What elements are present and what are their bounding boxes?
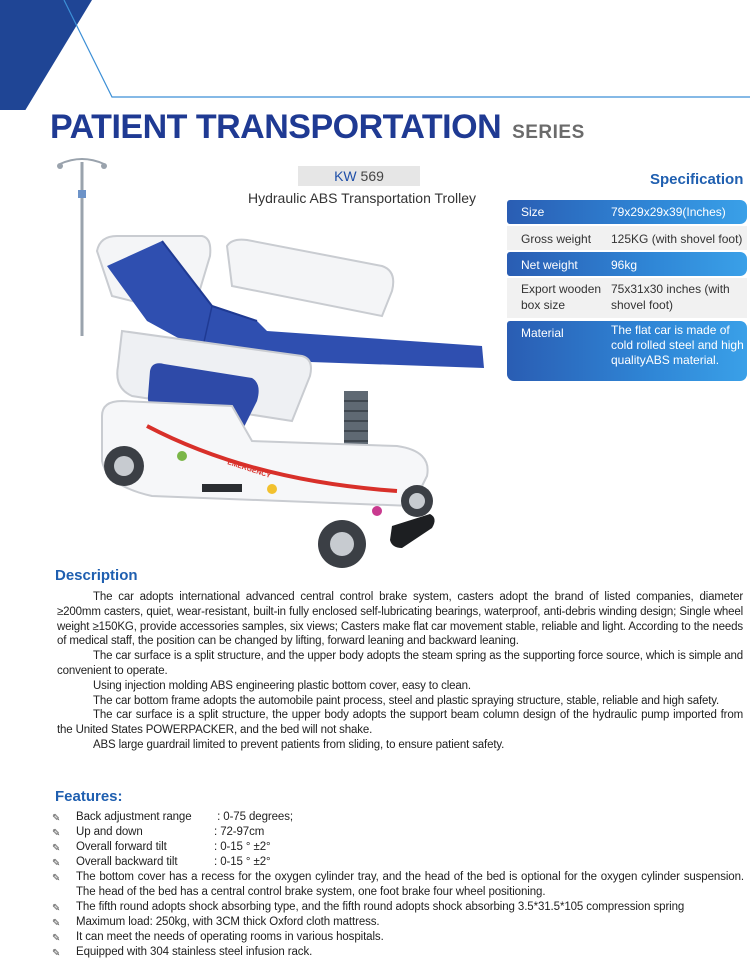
feature-spec-item xyxy=(52,855,744,870)
model-prefix: KW xyxy=(334,168,357,184)
trolley-image xyxy=(52,156,492,574)
specification-heading: Specification xyxy=(650,171,744,188)
corner-triangle xyxy=(0,0,92,110)
pencil-bullet-icon: ✎ xyxy=(52,813,61,824)
feature-item xyxy=(52,870,744,900)
pencil-bullet-icon: ✎ xyxy=(52,903,61,914)
feature-label: Back adjustment range xyxy=(76,811,192,823)
pencil-bullet-icon: ✎ xyxy=(52,948,61,959)
feature-text: It can meet the needs of operating rooms in various hospitals. xyxy=(76,931,384,943)
spec-row-material xyxy=(507,321,747,381)
spec-label: Size xyxy=(521,205,545,219)
features-heading: Features: xyxy=(55,788,123,805)
spec-label: Gross weight xyxy=(521,232,592,246)
title-main: PATIENT TRANSPORTATION xyxy=(50,108,502,146)
feature-spec-item xyxy=(52,840,744,855)
pencil-bullet-icon: ✎ xyxy=(52,918,61,929)
feature-text: The bottom cover has a recess for the oxygen cylinder tray, and the head of the bed is optional for the oxygen cylinder suspension. The head of the bed has a central control brake system, one foot brake four wheel positioning. xyxy=(76,871,744,898)
spec-label: Net weight xyxy=(521,258,578,272)
description-paragraph: The car adopts international advanced central control brake system, casters adopt the brand of listed companies, diameter ≥200mm casters, quiet, wear-resistant, built-in fully enclosed self-lubricating bearings, waterproof, anti-debris winding design; Single wheel weight ≥150KG, provide accessories samples, six views; Casters make flat car movement stable, reliable and light. According to the needs of medical staff, the position can be changed by lifting, forward leaning and backward leaning. xyxy=(57,591,743,648)
description-paragraph: The car bottom frame adopts the automobile paint process, steel and plastic spraying structure, stable, reliable and high safety. xyxy=(93,694,720,707)
model-number-box xyxy=(298,166,420,186)
feature-item xyxy=(52,930,744,945)
description-heading: Description xyxy=(55,567,138,584)
header-line xyxy=(64,0,750,97)
description-paragraph: The car surface is a split structure, and the upper body adopts the steam spring as the supporting force source, which is simple and convenient to operate. xyxy=(57,650,743,677)
features-list xyxy=(52,810,744,960)
feature-label: Overall backward tilt xyxy=(76,856,178,868)
feature-label: Overall forward tilt xyxy=(76,841,167,853)
feature-value: : 0-15 ° ±2° xyxy=(214,856,271,868)
header-decoration xyxy=(0,0,750,110)
feature-label: Up and down xyxy=(76,826,143,838)
spec-row-export-box-size xyxy=(507,278,747,318)
spec-value: The flat car is made of cold rolled steel and high qualityABS material. xyxy=(611,323,744,367)
description-paragraph: ABS large guardrail limited to prevent patients from sliding, to ensure patient safety. xyxy=(93,738,505,751)
spec-label: Material xyxy=(521,326,564,340)
spec-value: 75x31x30 inches (with shovel foot) xyxy=(611,282,730,312)
spec-row-gross-weight xyxy=(507,226,747,250)
pencil-bullet-icon: ✎ xyxy=(52,828,61,839)
description-paragraph: The car surface is a split structure, the upper body adopts the support beam column design of the hydraulic pump imported from the United States POWERPACKER, and the bed will not shake. xyxy=(57,709,743,737)
feature-text: Maximum load: 250kg, with 3CM thick Oxford cloth mattress. xyxy=(76,916,380,928)
feature-value: : 72-97cm xyxy=(214,826,265,838)
pencil-bullet-icon: ✎ xyxy=(52,858,61,869)
spec-value: 79x29x29x39(Inches) xyxy=(611,205,726,219)
feature-text: The fifth round adopts shock absorbing type, and the fifth round adopts shock absorbing 3.5*31.5*105 compression spring xyxy=(76,901,685,913)
description-body xyxy=(57,590,743,753)
product-name: Hydraulic ABS Transportation Trolley xyxy=(248,190,476,206)
feature-value: : 0-75 degrees; xyxy=(214,811,293,823)
title-suffix: SERIES xyxy=(512,122,585,143)
spec-value: 125KG (with shovel foot) xyxy=(611,232,743,246)
feature-item xyxy=(52,900,744,915)
spec-label: Export wooden box size xyxy=(521,282,602,312)
pencil-bullet-icon: ✎ xyxy=(52,873,61,884)
model-number: 569 xyxy=(360,168,384,184)
feature-value: : 0-15 ° ±2° xyxy=(214,841,271,853)
pencil-bullet-icon: ✎ xyxy=(52,933,61,944)
svg-text:EMERGENCY: EMERGENCY xyxy=(226,459,272,480)
feature-text: Equipped with 304 stainless steel infusion rack. xyxy=(76,946,313,958)
spec-row-net-weight xyxy=(507,252,747,276)
spec-value: 96kg xyxy=(611,258,638,272)
description-paragraph: Using injection molding ABS engineering plastic bottom cover, easy to clean. xyxy=(93,679,471,692)
page-title xyxy=(50,108,585,147)
feature-spec-item xyxy=(52,810,744,825)
feature-item xyxy=(52,945,744,960)
pencil-bullet-icon: ✎ xyxy=(52,843,61,854)
feature-spec-item xyxy=(52,825,744,840)
feature-item xyxy=(52,915,744,930)
spec-row-size xyxy=(507,200,747,224)
